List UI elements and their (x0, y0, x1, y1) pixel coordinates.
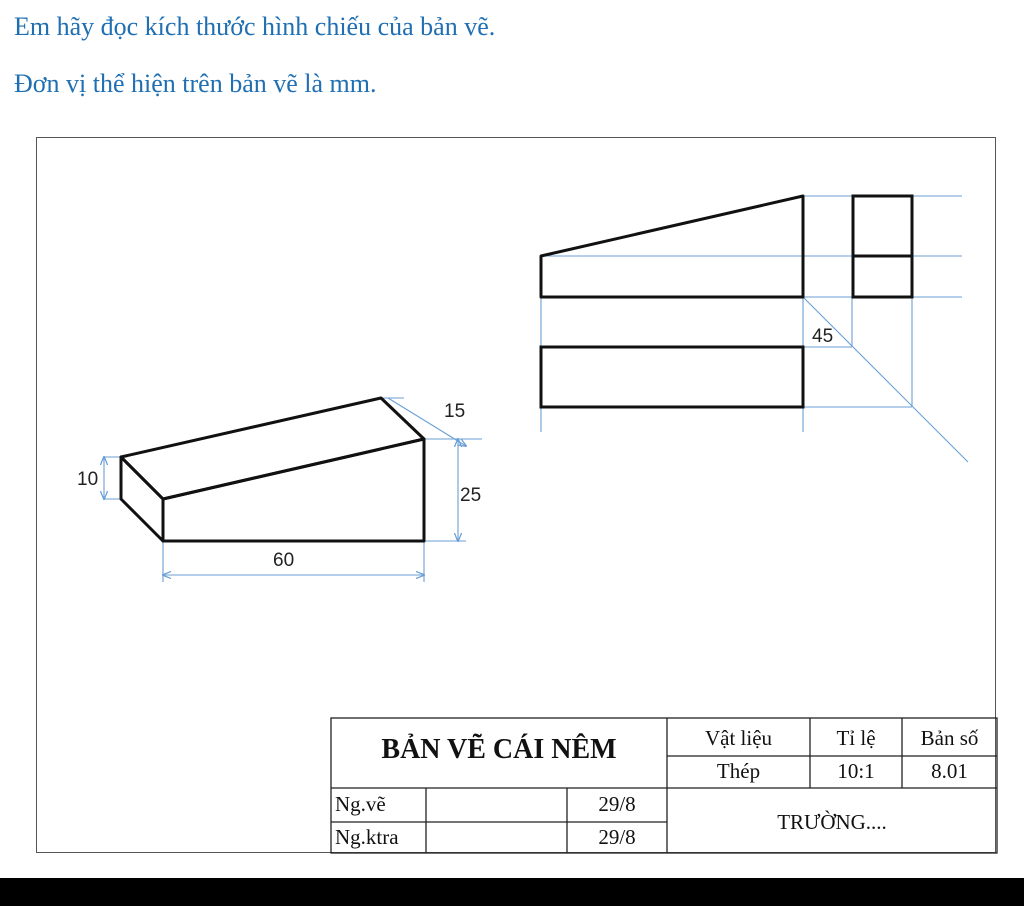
front-view (541, 196, 803, 297)
sheet-value: 8.01 (931, 759, 968, 783)
dim-label-25: 25 (460, 485, 482, 506)
isometric-wedge (121, 398, 424, 541)
side-view (853, 196, 912, 297)
scale-value: 10:1 (837, 759, 875, 783)
drawn-by-label: Ng.vẽ (335, 792, 386, 816)
dim-label-15: 15 (444, 401, 466, 422)
top-view (541, 347, 803, 407)
scale-label: Tỉ lệ (836, 726, 876, 750)
sheet-label: Bản số (920, 726, 979, 750)
checked-date: 29/8 (598, 825, 636, 849)
instruction-line-1: Em hãy đọc kích thước hình chiếu của bản vẽ. (14, 12, 496, 41)
material-label: Vật liệu (704, 726, 773, 750)
drawing-title: BẢN VẼ CÁI NÊM (381, 734, 617, 765)
instruction-line-2: Đơn vị thể hiện trên bản vẽ là mm. (14, 69, 377, 98)
checked-by-label: Ng.ktra (335, 825, 399, 849)
dimension-lines (104, 398, 466, 575)
material-value: Thép (716, 759, 761, 783)
dim-label-60: 60 (273, 550, 295, 571)
projection-lines (104, 196, 968, 582)
bottom-bar (0, 878, 1024, 906)
dim-label-45: 45 (812, 326, 834, 347)
dim-label-10: 10 (77, 469, 99, 490)
drawn-date: 29/8 (598, 792, 636, 816)
school-name: TRƯỜNG.... (777, 810, 887, 834)
